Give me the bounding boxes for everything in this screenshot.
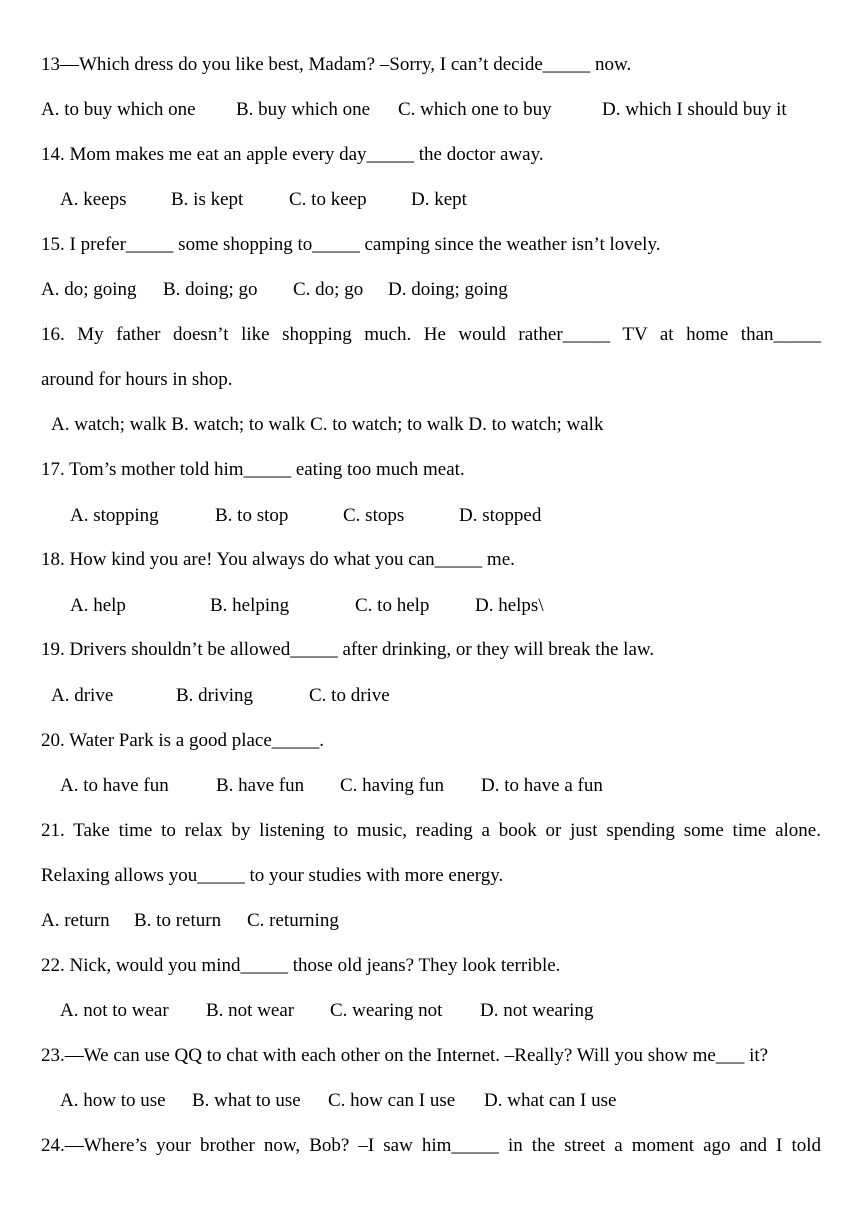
option-d: D. stopped bbox=[459, 505, 542, 526]
option-d: D. doing; going bbox=[388, 279, 508, 300]
question-18-stem: 18. How kind you are! You always do what you can_____ me. bbox=[41, 549, 515, 570]
option-c: C. having fun bbox=[340, 775, 444, 796]
option-b: B. to stop bbox=[215, 505, 289, 526]
question-23-stem: 23.—We can use QQ to chat with each other on the Internet. –Really? Will you show me___ it? bbox=[41, 1045, 769, 1066]
question-17-stem: 17. Tom’s mother told him_____ eating too much meat. bbox=[41, 459, 465, 480]
option-c: C. do; go bbox=[293, 279, 364, 300]
option-a: A. do; going bbox=[41, 279, 137, 300]
option-c: C. to keep bbox=[289, 189, 367, 210]
question-16-stem-line1: 16. My father doesn’t like shopping much. He would rather_____ TV at home than_____ bbox=[41, 324, 821, 345]
option-d: D. not wearing bbox=[480, 1000, 594, 1021]
question-13-stem: 13—Which dress do you like best, Madam? –Sorry, I can’t decide_____ now. bbox=[41, 54, 632, 75]
option-c: C. to help bbox=[355, 595, 430, 616]
question-20-stem: 20. Water Park is a good place_____. bbox=[41, 730, 325, 751]
option-c: C. which one to buy bbox=[398, 99, 552, 120]
option-a: A. drive bbox=[51, 685, 114, 706]
option-a: A. help bbox=[70, 595, 126, 616]
option-a: A. to have fun bbox=[60, 775, 169, 796]
option-d: D. helps\ bbox=[475, 595, 544, 616]
option-b: B. driving bbox=[176, 685, 254, 706]
option-b: B. doing; go bbox=[163, 279, 258, 300]
option-b: B. to return bbox=[134, 910, 222, 931]
option-b: B. is kept bbox=[171, 189, 244, 210]
question-21-stem-line1: 21. Take time to relax by listening to music, reading a book or just spending some time alone. bbox=[41, 820, 821, 841]
option-c: C. returning bbox=[247, 910, 339, 931]
option-d: D. kept bbox=[411, 189, 467, 210]
option-b: B. not wear bbox=[206, 1000, 295, 1021]
option-a: A. not to wear bbox=[60, 1000, 169, 1021]
question-24-stem-line1: 24.—Where’s your brother now, Bob? –I saw him_____ in the street a moment ago and I told bbox=[41, 1135, 821, 1156]
option-c: C. how can I use bbox=[328, 1090, 456, 1111]
option-c: C. wearing not bbox=[330, 1000, 443, 1021]
option-c: C. to drive bbox=[309, 685, 390, 706]
option-d: D. to have a fun bbox=[481, 775, 603, 796]
option-a: A. how to use bbox=[60, 1090, 166, 1111]
option-c: C. stops bbox=[343, 505, 405, 526]
option-b: B. have fun bbox=[216, 775, 305, 796]
question-19-stem: 19. Drivers shouldn’t be allowed_____ after drinking, or they will break the law. bbox=[41, 639, 655, 660]
option-d: D. which I should buy it bbox=[602, 99, 787, 120]
option-a: A. stopping bbox=[70, 505, 159, 526]
option-a: A. return bbox=[41, 910, 110, 931]
option-b: B. what to use bbox=[192, 1090, 301, 1111]
option-b: B. helping bbox=[210, 595, 290, 616]
question-15-stem: 15. I prefer_____ some shopping to_____ camping since the weather isn’t lovely. bbox=[41, 234, 661, 255]
question-21-stem-line2: Relaxing allows you_____ to your studies with more energy. bbox=[41, 865, 504, 886]
question-22-stem: 22. Nick, would you mind_____ those old jeans? They look terrible. bbox=[41, 955, 561, 976]
option-a: A. to buy which one bbox=[41, 99, 196, 120]
option-d: D. what can I use bbox=[484, 1090, 617, 1111]
option-a: A. keeps bbox=[60, 189, 127, 210]
question-14-stem: 14. Mom makes me eat an apple every day_____ the doctor away. bbox=[41, 144, 544, 165]
question-16-stem-line2: around for hours in shop. bbox=[41, 369, 233, 390]
question-16-options: A. watch; walk B. watch; to walk C. to watch; to walk D. to watch; walk bbox=[51, 414, 604, 435]
option-b: B. buy which one bbox=[236, 99, 371, 120]
